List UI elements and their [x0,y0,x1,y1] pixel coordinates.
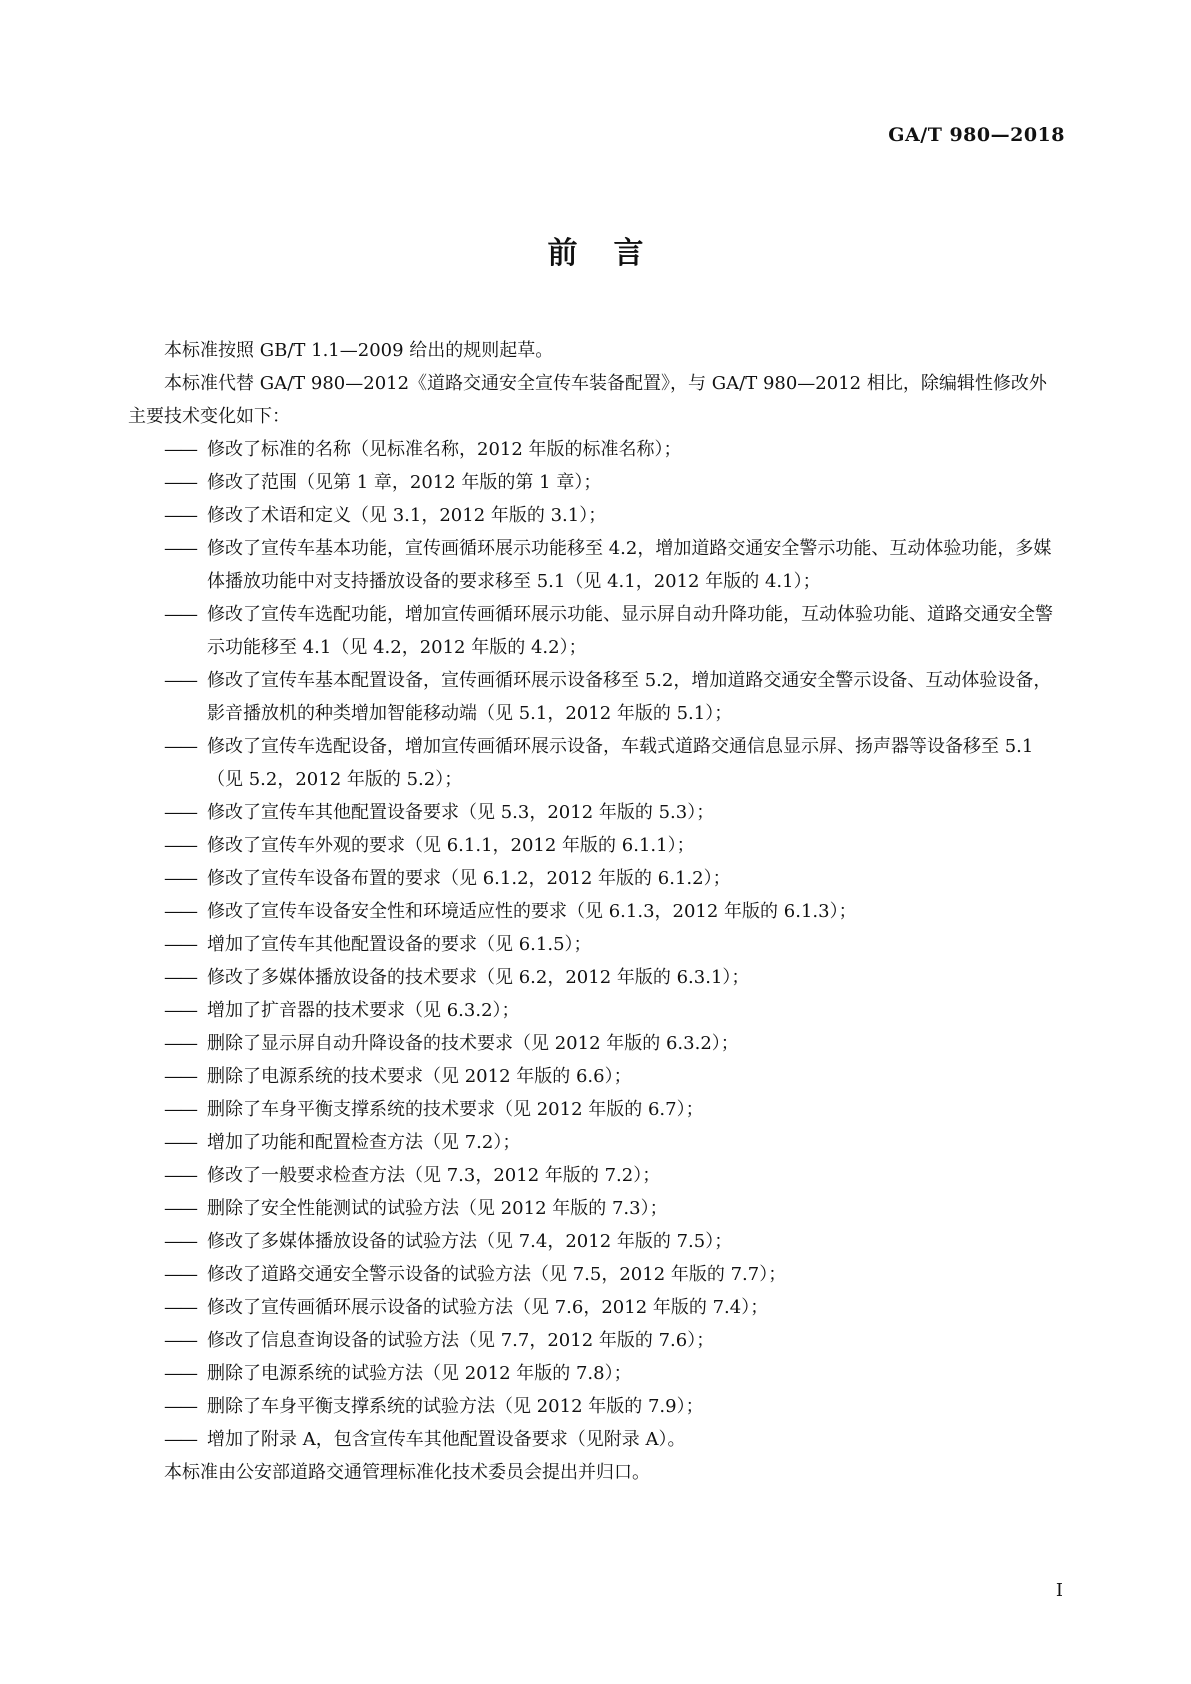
list-item-text: 修改了宣传画循环展示设备的试验方法（见 7.6，2012 年版的 7.4）； [207,1297,769,1318]
list-item [128,1258,1064,1291]
list-item [128,499,1064,532]
list-item [128,532,1064,598]
list-item-text: 增加了功能和配置检查方法（见 7.2）； [207,1132,521,1153]
list-dash: —— [164,835,196,856]
list-dash: —— [164,1000,196,1021]
list-item [128,1390,1064,1423]
list-dash: —— [164,868,196,889]
list-dash: —— [164,1429,196,1450]
list-item-text: 修改了多媒体播放设备的试验方法（见 7.4，2012 年版的 7.5）； [207,1231,733,1252]
list-item [128,1324,1064,1357]
list-dash: —— [164,1099,196,1120]
list-dash: —— [164,736,196,757]
list-dash: —— [164,1066,196,1087]
list-dash: —— [164,439,196,460]
list-item [128,1291,1064,1324]
list-item [128,1060,1064,1093]
list-item [128,730,1064,796]
list-dash: —— [164,604,196,625]
list-dash: —— [164,1363,196,1384]
list-item [128,994,1064,1027]
list-item-text: 删除了电源系统的技术要求（见 2012 年版的 6.6）； [207,1066,632,1087]
list-item [128,796,1064,829]
paragraph-drafting-rules: 本标准按照 GB/T 1.1—2009 给出的规则起草。 [164,340,554,361]
list-item [128,928,1064,961]
list-item-text: 修改了宣传车基本功能，宣传画循环展示功能移至 4.2，增加道路交通安全警示功能、互动体验功能，多媒体播放功能中对支持播放设备的要求移至 5.1（见 4.1，2012 年版的 4.1）； [207,538,1052,592]
list-item [128,433,1064,466]
list-item [128,1126,1064,1159]
list-dash: —— [164,1231,196,1252]
list-dash: —— [164,802,196,823]
list-item-text: 修改了标准的名称（见标准名称，2012 年版的标准名称）； [207,439,682,460]
list-item [128,1357,1064,1390]
list-item-text: 修改了道路交通安全警示设备的试验方法（见 7.5，2012 年版的 7.7）； [207,1264,787,1285]
technical-changes-list [128,433,1064,1456]
list-item-text: 修改了范围（见第 1 章，2012 年版的第 1 章）； [207,472,602,493]
list-item-text: 修改了多媒体播放设备的技术要求（见 6.2，2012 年版的 6.3.1）； [207,967,750,988]
list-item-text: 修改了宣传车设备布置的要求（见 6.1.2，2012 年版的 6.1.2）； [207,868,731,889]
list-item-text: 修改了宣传车外观的要求（见 6.1.1，2012 年版的 6.1.1）； [207,835,695,856]
list-item [128,895,1064,928]
page-number: I [1055,1580,1063,1601]
list-item-text: 删除了车身平衡支撑系统的试验方法（见 2012 年版的 7.9）； [207,1396,704,1417]
list-item [128,598,1064,664]
list-item [128,1159,1064,1192]
list-item-text: 增加了宣传车其他配置设备的要求（见 6.1.5）； [207,934,592,955]
list-dash: —— [164,1396,196,1417]
list-dash: —— [164,1198,196,1219]
list-item-text: 增加了附录 A，包含宣传车其他配置设备要求（见附录 A）。 [207,1429,686,1450]
list-dash: —— [164,1165,196,1186]
list-dash: —— [164,901,196,922]
list-item [128,1027,1064,1060]
list-dash: —— [164,472,196,493]
list-item-text: 修改了术语和定义（见 3.1，2012 年版的 3.1）； [207,505,607,526]
page-title: 前言 [547,236,680,271]
paragraph-proposer: 本标准由公安部道路交通管理标准化技术委员会提出并归口。 [164,1462,650,1483]
list-item-text: 增加了扩音器的技术要求（见 6.3.2）； [207,1000,520,1021]
list-dash: —— [164,1132,196,1153]
list-item [128,961,1064,994]
standard-number: GA/T 980—2018 [888,124,1065,146]
list-item-text: 修改了宣传车基本配置设备，宣传画循环展示设备移至 5.2，增加道路交通安全警示设备、互动体验设备，影音播放机的种类增加智能移动端（见 5.1，2012 年版的 5.1）； [207,670,1052,724]
list-dash: —— [164,934,196,955]
list-item-text: 修改了宣传车选配设备，增加宣传画循环展示设备，车载式道路交通信息显示屏、扬声器等设备移至 5.1（见 5.2，2012 年版的 5.2）； [207,736,1034,790]
list-dash: —— [164,1033,196,1054]
list-item [128,1423,1064,1456]
list-item [128,664,1064,730]
list-item-text: 删除了安全性能测试的试验方法（见 2012 年版的 7.3）； [207,1198,668,1219]
list-dash: —— [164,967,196,988]
paragraph-replacement-note: 本标准代替 GA/T 980—2012《道路交通安全宣传车装备配置》，与 GA/T 980—2012 相比，除编辑性修改外主要技术变化如下： [128,373,1047,427]
list-item-text: 删除了电源系统的试验方法（见 2012 年版的 7.8）； [207,1363,632,1384]
list-dash: —— [164,538,196,559]
list-item-text: 删除了车身平衡支撑系统的技术要求（见 2012 年版的 6.7）； [207,1099,704,1120]
list-item [128,466,1064,499]
list-dash: —— [164,1264,196,1285]
list-item [128,1093,1064,1126]
list-dash: —— [164,670,196,691]
list-item-text: 修改了宣传车其他配置设备要求（见 5.3，2012 年版的 5.3）； [207,802,715,823]
document-body [128,334,1064,1489]
list-item [128,829,1064,862]
list-item [128,862,1064,895]
list-item [128,1225,1064,1258]
list-item-text: 修改了宣传车选配功能，增加宣传画循环展示功能、显示屏自动升降功能，互动体验功能、道路交通安全警示功能移至 4.1（见 4.2，2012 年版的 4.2）； [207,604,1053,658]
list-item [128,1192,1064,1225]
list-dash: —— [164,1297,196,1318]
list-item-text: 修改了信息查询设备的试验方法（见 7.7，2012 年版的 7.6）； [207,1330,715,1351]
list-item-text: 修改了宣传车设备安全性和环境适应性的要求（见 6.1.3，2012 年版的 6.1.3）； [207,901,857,922]
list-item-text: 删除了显示屏自动升降设备的技术要求（见 2012 年版的 6.3.2）； [207,1033,739,1054]
list-dash: —— [164,505,196,526]
list-item-text: 修改了一般要求检查方法（见 7.3，2012 年版的 7.2）； [207,1165,661,1186]
list-dash: —— [164,1330,196,1351]
